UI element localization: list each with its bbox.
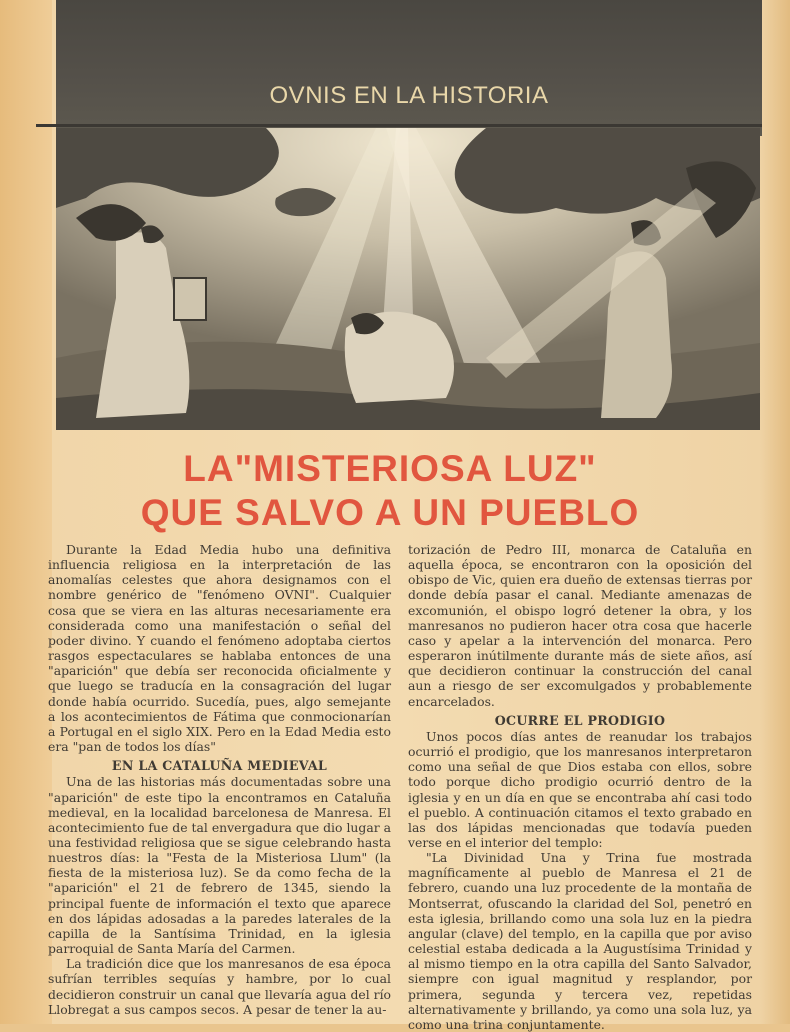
page-edge-strip — [0, 0, 52, 1024]
article-column-right — [408, 542, 752, 1032]
header-band — [56, 0, 762, 136]
section-title: OVNIS EN LA HISTORIA — [269, 82, 549, 109]
engraving-illustration — [56, 128, 760, 430]
header-rule — [36, 124, 762, 127]
illustration-drawing — [56, 128, 760, 430]
paragraph-lapida-quote: "La Divinidad Una y Trina fue mostrada magníficamente al pueblo de Manresa el 21 de febrero, cuando una luz procedente de la montaña de Montserrat, ofuscando la claridad del Sol, penetró en esta iglesia, brillando como una sola luz en la piedra angular (clave) del templo, en la capilla que por aviso celestial estaba dedicada a la Augustísima Trinidad y al mismo tiempo en la otra capilla del Santo Salvador, siempre con igual magnitud y resplandor, por primera, segunda y tercera vez, repetidas alternativamente y brillando, ya como una sola luz, ya como una trina conjuntamente. — [408, 850, 752, 1032]
paragraph-manresa: Una de las historias más documentadas sobre una "aparición" de este tipo la encontramos en Cataluña medieval, en la localidad barcelonesa de Manresa. El acontecimiento fue de tal envergadura que dio lugar a una festividad religiosa que se sigue celebrando hasta nuestros días: la "Festa de la Misteriosa Llum" (la fiesta de la misteriosa luz). Se da como fecha de la "aparición" el 21 de febrero de 1345, siendo la principal fuente de información el texto que aparece en dos lápidas adosadas a la paredes laterales de la capilla de la Santísima Trinidad, en la iglesia parroquial de Santa María del Carmen. — [48, 774, 391, 957]
paragraph-intro: Durante la Edad Media hubo una definitiva influencia religiosa en la interpretación de las anomalías celestes que ahora designamos con el nombre genérico de "fenómeno OVNI". Cualquier cosa que se viera en las alturas necesariamente era considerada como una manifestación o señal del poder divino. Y cuando el fenómeno adoptaba ciertos rasgos espectaculares se hablaba entonces de una "aparición" que debía ser reconocida oficialmente y que luego se traducía en la consagración del lugar donde había ocurrido. Sucedía, pues, algo semejante a los acontecimientos de Fátima que conmocionarían a Portugal en el siglo XIX. Pero en la Edad Media esto era "pan de todos los días" — [48, 542, 391, 755]
paragraph-tradicion: La tradición dice que los manresanos de esa época sufrían terribles sequías y hambre, por lo cual decidieron construir un canal que llevaría agua del río Llobregat a sus campos secos. A pesar de tener la au- — [48, 956, 391, 1017]
headline-line-1: LA"MISTERIOSA LUZ" — [183, 448, 597, 489]
headline-line-2: QUE SALVO A UN PUEBLO — [140, 492, 640, 533]
subhead-prodigio: OCURRE EL PRODIGIO — [494, 712, 666, 728]
article-column-left — [48, 542, 391, 1017]
paragraph-prodigio: Unos pocos días antes de reanudar los trabajos ocurrió el prodigio, que los manresanos interpretaron como una señal de que Dios estaba con ellos, sobre todo porque dicho prodigio ocurrió dentro de la iglesia y en un día en que se encontraba ahí casi todo el pueblo. A continuación citamos el texto grabado en las dos lápidas mencionadas que todavía pueden verse en el interior del templo: — [408, 728, 752, 850]
subhead-cataluna: EN LA CATALUÑA MEDIEVAL — [111, 758, 328, 774]
paragraph-continuation: torización de Pedro III, monarca de Cataluña en aquella época, se encontraron con la oposición del obispo de Vic, quien era dueño de extensas tierras por donde debía pasar el canal. Mediante amenazas de excomunión, el obispo logró detener la obra, y los manresanos no pudieron hacer otra cosa que hacerle caso y apelar a la intervención del monarca. Pero esperaron inútilmente durante más de siete años, así que decidieron continuar la construcción del canal aun a riesgo de ser excomulgados y probablemente encarcelados. — [408, 542, 752, 709]
